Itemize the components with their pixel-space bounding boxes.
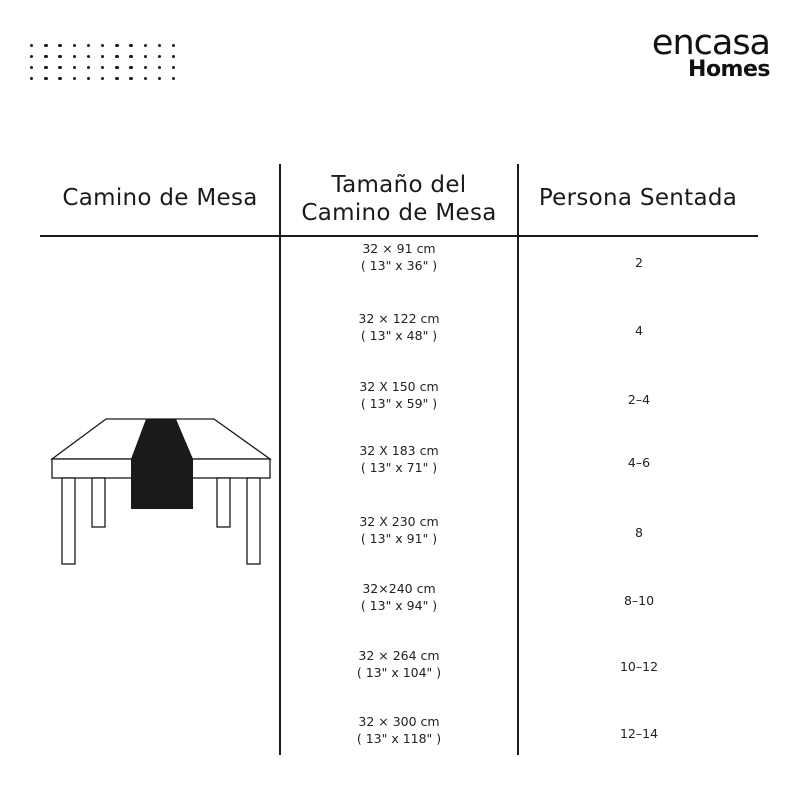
dot <box>158 44 161 47</box>
size-inches: ( 13" x 118" ) <box>356 731 442 746</box>
dot <box>44 55 47 58</box>
dot <box>172 66 175 69</box>
runner-size-cell <box>280 310 518 344</box>
dot <box>73 55 76 58</box>
runner-size-cell <box>280 513 518 547</box>
header-col2-line1: Tamaño del <box>331 172 467 198</box>
dot <box>58 44 61 47</box>
header-col2-line2: Camino de Mesa <box>301 200 497 226</box>
dot <box>144 77 147 80</box>
dot <box>172 77 175 80</box>
dot <box>158 66 161 69</box>
header-seated-persons <box>518 184 758 212</box>
dot <box>144 44 147 47</box>
runner-size-cell <box>280 713 518 747</box>
size-cm: 32 × 122 cm <box>358 311 440 326</box>
header-divider <box>40 235 758 237</box>
size-cm: 32 × 91 cm <box>362 241 436 256</box>
dot <box>172 55 175 58</box>
dot <box>101 66 104 69</box>
size-inches: ( 13" x 71" ) <box>360 460 438 475</box>
size-inches: ( 13" x 104" ) <box>356 665 442 680</box>
dot <box>101 55 104 58</box>
dot <box>129 55 132 58</box>
dot <box>158 77 161 80</box>
dot <box>101 77 104 80</box>
size-cm: 32×240 cm <box>362 581 436 596</box>
dot <box>129 44 132 47</box>
dot <box>115 44 118 47</box>
seated-persons-cell: 8–10 <box>623 593 655 608</box>
dot <box>73 44 76 47</box>
dot <box>73 77 76 80</box>
size-cm: 32 × 300 cm <box>358 714 440 729</box>
header-runner-size <box>280 171 518 227</box>
dot <box>44 66 47 69</box>
dot <box>30 66 33 69</box>
dot <box>44 44 47 47</box>
brand-name: encasa <box>651 23 770 63</box>
dot <box>87 44 90 47</box>
header-table-runner <box>40 184 280 212</box>
dot <box>58 77 61 80</box>
seated-persons-cell: 2–4 <box>627 392 651 407</box>
size-cm: 32 X 230 cm <box>359 514 439 529</box>
header-col1-label: Camino de Mesa <box>62 185 258 211</box>
dot <box>144 66 147 69</box>
dot-grid-icon <box>30 44 186 88</box>
dot <box>115 77 118 80</box>
table-with-runner-icon <box>50 417 274 567</box>
dot <box>30 44 33 47</box>
size-inches: ( 13" x 36" ) <box>360 258 438 273</box>
dot <box>87 66 90 69</box>
dot <box>129 77 132 80</box>
dot <box>87 77 90 80</box>
dot <box>115 66 118 69</box>
dot <box>58 66 61 69</box>
runner-size-cell <box>280 240 518 274</box>
brand-sub: Homes <box>688 57 770 82</box>
seated-persons-cell: 4–6 <box>627 455 651 470</box>
dot <box>58 55 61 58</box>
seated-persons-cell: 4 <box>635 323 643 338</box>
dot <box>101 44 104 47</box>
dot <box>87 55 90 58</box>
runner-size-cell <box>280 647 518 681</box>
dot <box>158 55 161 58</box>
dot <box>129 66 132 69</box>
size-inches: ( 13" x 48" ) <box>360 328 438 343</box>
size-cm: 32 X 150 cm <box>359 379 439 394</box>
size-cm: 32 X 183 cm <box>359 443 439 458</box>
size-inches: ( 13" x 59" ) <box>360 396 438 411</box>
seated-persons-cell: 2 <box>635 255 643 270</box>
runner-size-cell <box>280 442 518 476</box>
seated-persons-cell: 12–14 <box>619 726 659 741</box>
size-cm: 32 × 264 cm <box>358 648 440 663</box>
runner-size-cell <box>280 580 518 614</box>
header-col3-label: Persona Sentada <box>538 185 738 211</box>
runner-size-cell <box>280 378 518 412</box>
size-inches: ( 13" x 91" ) <box>360 531 438 546</box>
dot <box>30 55 33 58</box>
seated-persons-cell: 8 <box>635 525 643 540</box>
dot <box>115 55 118 58</box>
dot <box>30 77 33 80</box>
dot <box>144 55 147 58</box>
size-inches: ( 13" x 94" ) <box>360 598 438 613</box>
dot <box>172 44 175 47</box>
dot <box>44 77 47 80</box>
dot <box>73 66 76 69</box>
brand-logo <box>651 23 770 82</box>
seated-persons-cell: 10–12 <box>619 659 659 674</box>
